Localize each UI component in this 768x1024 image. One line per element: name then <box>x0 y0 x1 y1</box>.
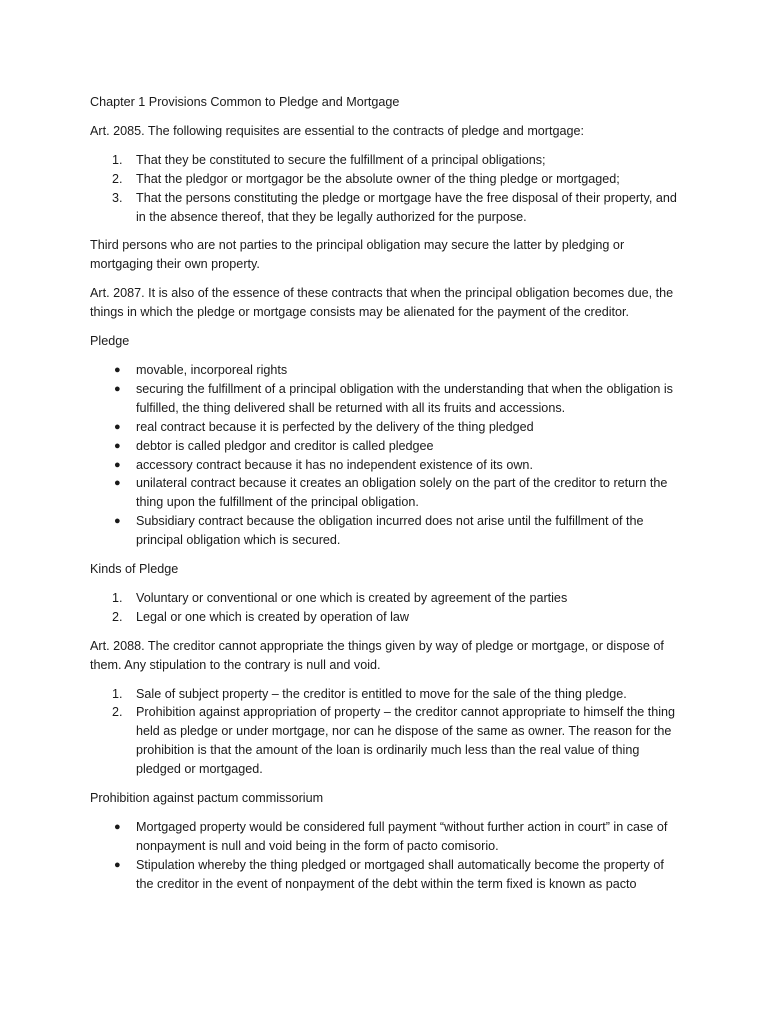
bullet-icon: ● <box>114 420 121 433</box>
pledge-heading: Pledge <box>90 334 130 349</box>
list-item: 2. Prohibition against appropriation of property – the creditor cannot appropriate to himself the thing held as pledge or under mortgage, nor can he dispose of the same as owner. The reason for the prohibition is that the amount of the loan is ordinarily much less than the real value of thing pledged or mortgaged. <box>112 705 676 777</box>
pactum-bullet-list <box>90 818 680 894</box>
list-item: 1. Sale of subject property – the creditor is entitled to move for the sale of the thing pledge. <box>112 686 627 701</box>
list-item: ● movable, incorporeal rights <box>90 361 680 380</box>
art-2085-requisites-list <box>90 151 680 227</box>
bullet-icon: ● <box>114 363 121 376</box>
list-item: 2. That the pledgor or mortgagor be the absolute owner of the thing pledge or mortgaged; <box>112 171 620 186</box>
chapter-title: Chapter 1 Provisions Common to Pledge and Mortgage <box>90 95 400 109</box>
list-item: 2. Legal or one which is created by operation of law <box>112 609 410 624</box>
art-2087-paragraph: Art. 2087. It is also of the essence of these contracts that when the principal obligation becomes due, the things in which the pledge or mortgage consists may be alienated for the payment of the creditor. <box>90 286 674 320</box>
kinds-of-pledge-heading: Kinds of Pledge <box>90 562 179 577</box>
pledge-bullet-list <box>90 361 680 550</box>
list-item: ● unilateral contract because it creates an obligation solely on the part of the creditor to return the thing upon the fulfillment of the principal obligation. <box>114 476 668 510</box>
bullet-icon: ● <box>114 382 121 395</box>
list-item: ● accessory contract because it has no independent existence of its own. <box>90 456 680 475</box>
kinds-of-pledge-list <box>90 589 680 627</box>
bullet-icon: ● <box>114 458 121 471</box>
list-item: ● Mortgaged property would be considered full payment “without further action in court” in case of nonpayment is null and void being in the form of pacto comisorio. <box>114 820 668 853</box>
list-item: 1. That they be constituted to secure the fulfillment of a principal obligations; <box>112 152 546 167</box>
list-item: 1. Voluntary or conventional or one which is created by agreement of the parties <box>112 590 568 605</box>
art-2088-list <box>90 685 680 780</box>
bullet-icon: ● <box>114 821 121 833</box>
art-2088-paragraph: Art. 2088. The creditor cannot appropriate the things given by way of pledge or mortgage, or dispose of them. Any stipulation to the contrary is null and void. <box>90 638 664 672</box>
bullet-icon: ● <box>114 477 121 490</box>
document-page <box>90 93 680 904</box>
bullet-icon: ● <box>114 858 121 871</box>
list-item: ● Subsidiary contract because the obligation incurred does not arise until the fulfillment of the principal obligation which is secured. <box>114 514 644 548</box>
bullet-icon: ● <box>114 439 121 452</box>
list-item: ● debtor is called pledgor and creditor is called pledgee <box>90 437 680 456</box>
pactum-heading: Prohibition against pactum commissorium <box>90 791 324 806</box>
list-item: 3. That the persons constituting the pledge or mortgage have the free disposal of their property, and in the absence thereof, that they be legally authorized for the purpose. <box>112 190 677 224</box>
list-item: ● securing the fulfillment of a principal obligation with the understanding that when the obligation is fulfilled, the thing delivered shall be returned with all its fruits and accessions. <box>114 381 673 415</box>
list-item: ● real contract because it is perfected by the delivery of the thing pledged <box>90 418 680 437</box>
third-persons-paragraph: Third persons who are not parties to the principal obligation may secure the latter by pledging or mortgaging their own property. <box>90 238 625 272</box>
art-2085-intro: Art. 2085. The following requisites are essential to the contracts of pledge and mortgage: <box>90 123 585 138</box>
bullet-icon: ● <box>114 515 121 528</box>
list-item: ● Stipulation whereby the thing pledged or mortgaged shall automatically become the property of the creditor in the event of nonpayment of the debt within the term fixed is known as pacto <box>114 857 664 891</box>
